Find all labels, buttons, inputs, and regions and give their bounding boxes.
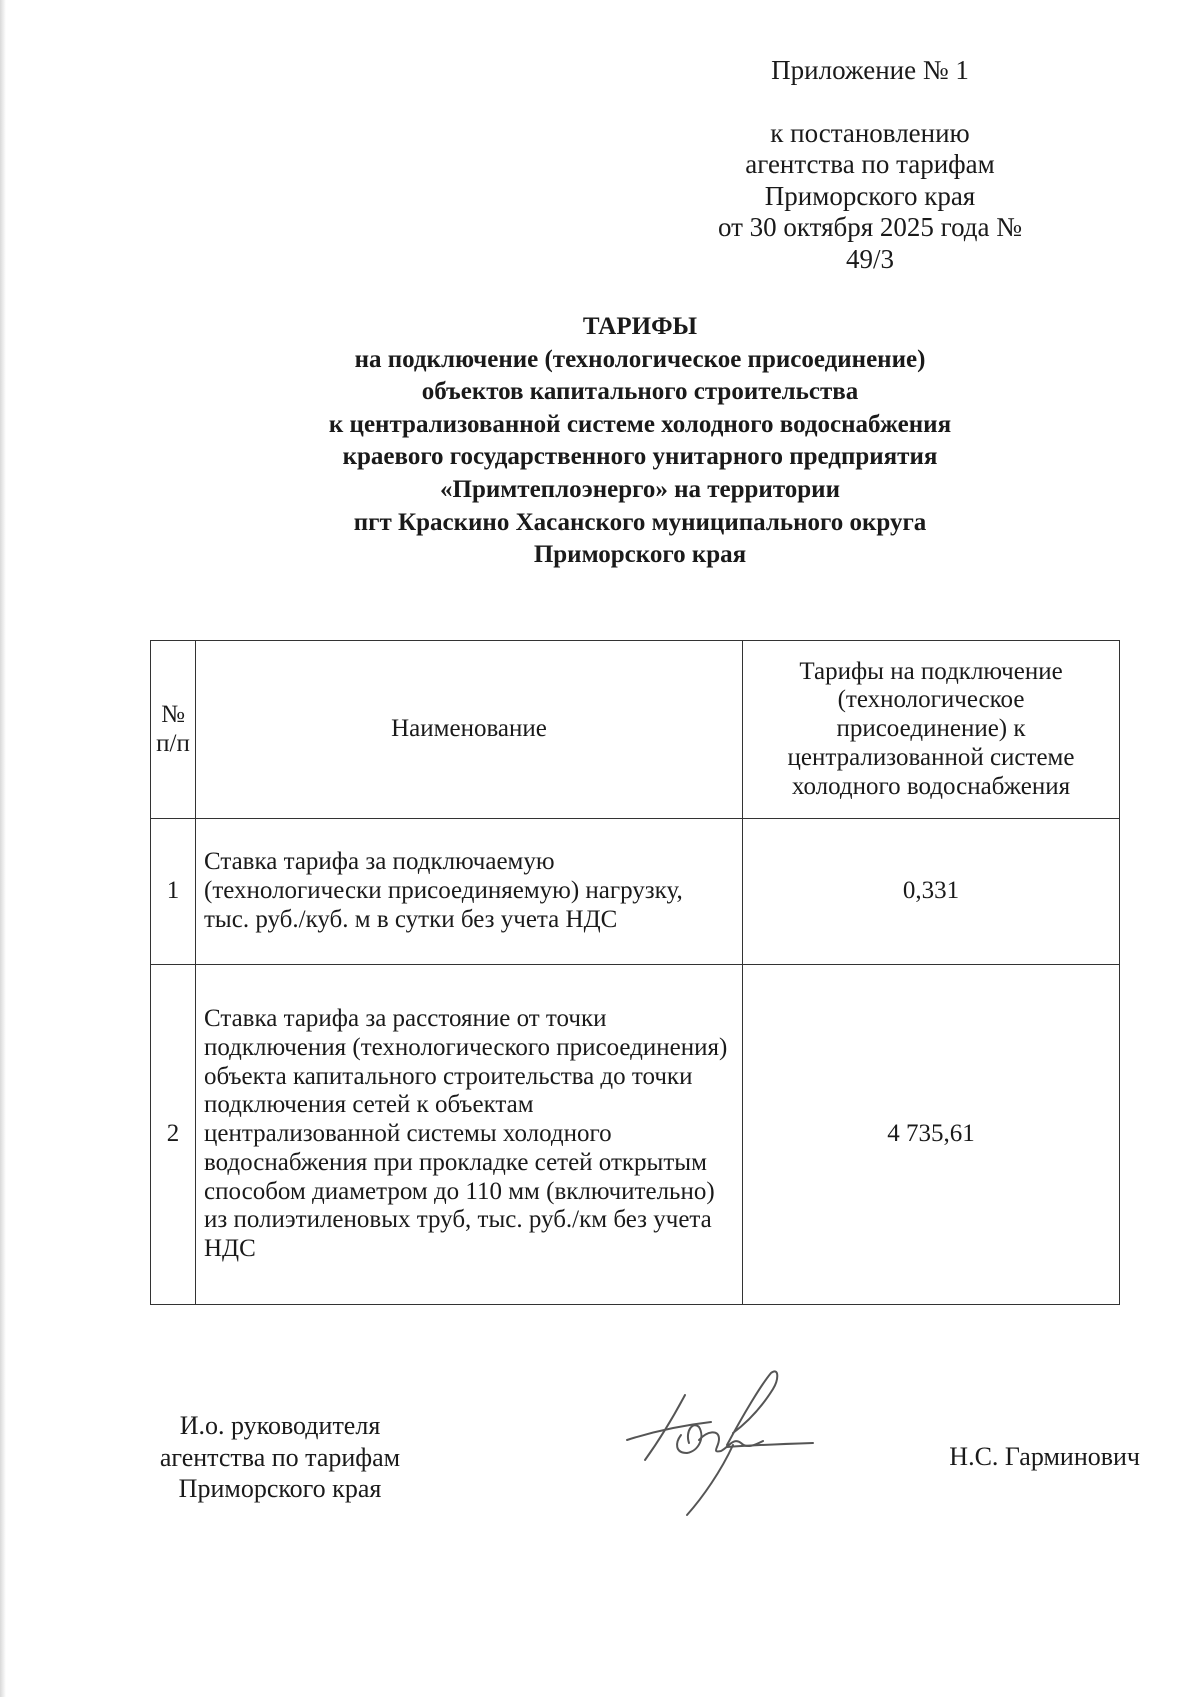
appendix-line: агентства по тарифам xyxy=(745,149,995,179)
signer-position xyxy=(130,1410,430,1505)
table-header-row xyxy=(151,641,1120,819)
title-line: пгт Краскино Хасанского муниципального округа xyxy=(353,508,927,536)
signature-strokes xyxy=(627,1371,813,1515)
row-value: 4 735,61 xyxy=(743,965,1120,1305)
position-line: И.о. руководителя xyxy=(179,1411,381,1440)
title-line: ТАРИФЫ xyxy=(582,313,698,340)
appendix-block xyxy=(700,55,1040,275)
table-row xyxy=(151,965,1120,1305)
appendix-date-line: от 30 октября 2025 года № 49/3 xyxy=(717,212,1023,274)
position-line: Приморского края xyxy=(178,1474,382,1503)
tariff-table xyxy=(150,640,1120,1305)
title-line: к централизованной системе холодного водоснабжения xyxy=(328,410,952,438)
document-title xyxy=(130,311,1150,572)
header-num: № п/п xyxy=(151,641,196,819)
table-row xyxy=(151,819,1120,965)
signer-name: Н.С. Гарминович xyxy=(949,1442,1140,1471)
row-value: 0,331 xyxy=(743,819,1120,965)
appendix-line: к постановлению xyxy=(770,117,970,148)
scan-edge xyxy=(0,0,6,1697)
position-line: агентства по тарифам xyxy=(159,1442,401,1472)
row-num: 2 xyxy=(151,965,196,1305)
row-num: 1 xyxy=(151,819,196,965)
title-line: Приморского края xyxy=(533,541,747,569)
handwritten-signature xyxy=(615,1365,820,1525)
header-name: Наименование xyxy=(196,641,743,819)
appendix-title: Приложение № 1 xyxy=(771,55,969,85)
appendix-line: Приморского края xyxy=(764,180,976,211)
title-line: краевого государственного унитарного предприятия xyxy=(342,443,938,471)
title-line: объектов капитального строительства xyxy=(421,378,859,406)
title-line: на подключение (технологическое присоединение) xyxy=(354,345,926,373)
row-name: Ставка тарифа за подключаемую (технологически присоединяемую) нагрузку, тыс. руб./куб. м в сутки без учета НДС xyxy=(196,819,743,965)
title-line: «Примтеплоэнерго» на территории xyxy=(440,475,840,503)
row-name: Ставка тарифа за расстояние от точки подключения (технологического присоединения) объекта капитального строительства до точки подключения сетей к объектам централизованной системы холодного водоснабжения при прокладке сетей открытым способом диаметром до 110 мм (включительно) из полиэтиленовых труб, тыс. руб./км без учета НДС xyxy=(196,965,743,1305)
header-tariff: Тарифы на подключение (технологическое присоединение) к централизованной системе холодного водоснабжения xyxy=(743,641,1120,819)
